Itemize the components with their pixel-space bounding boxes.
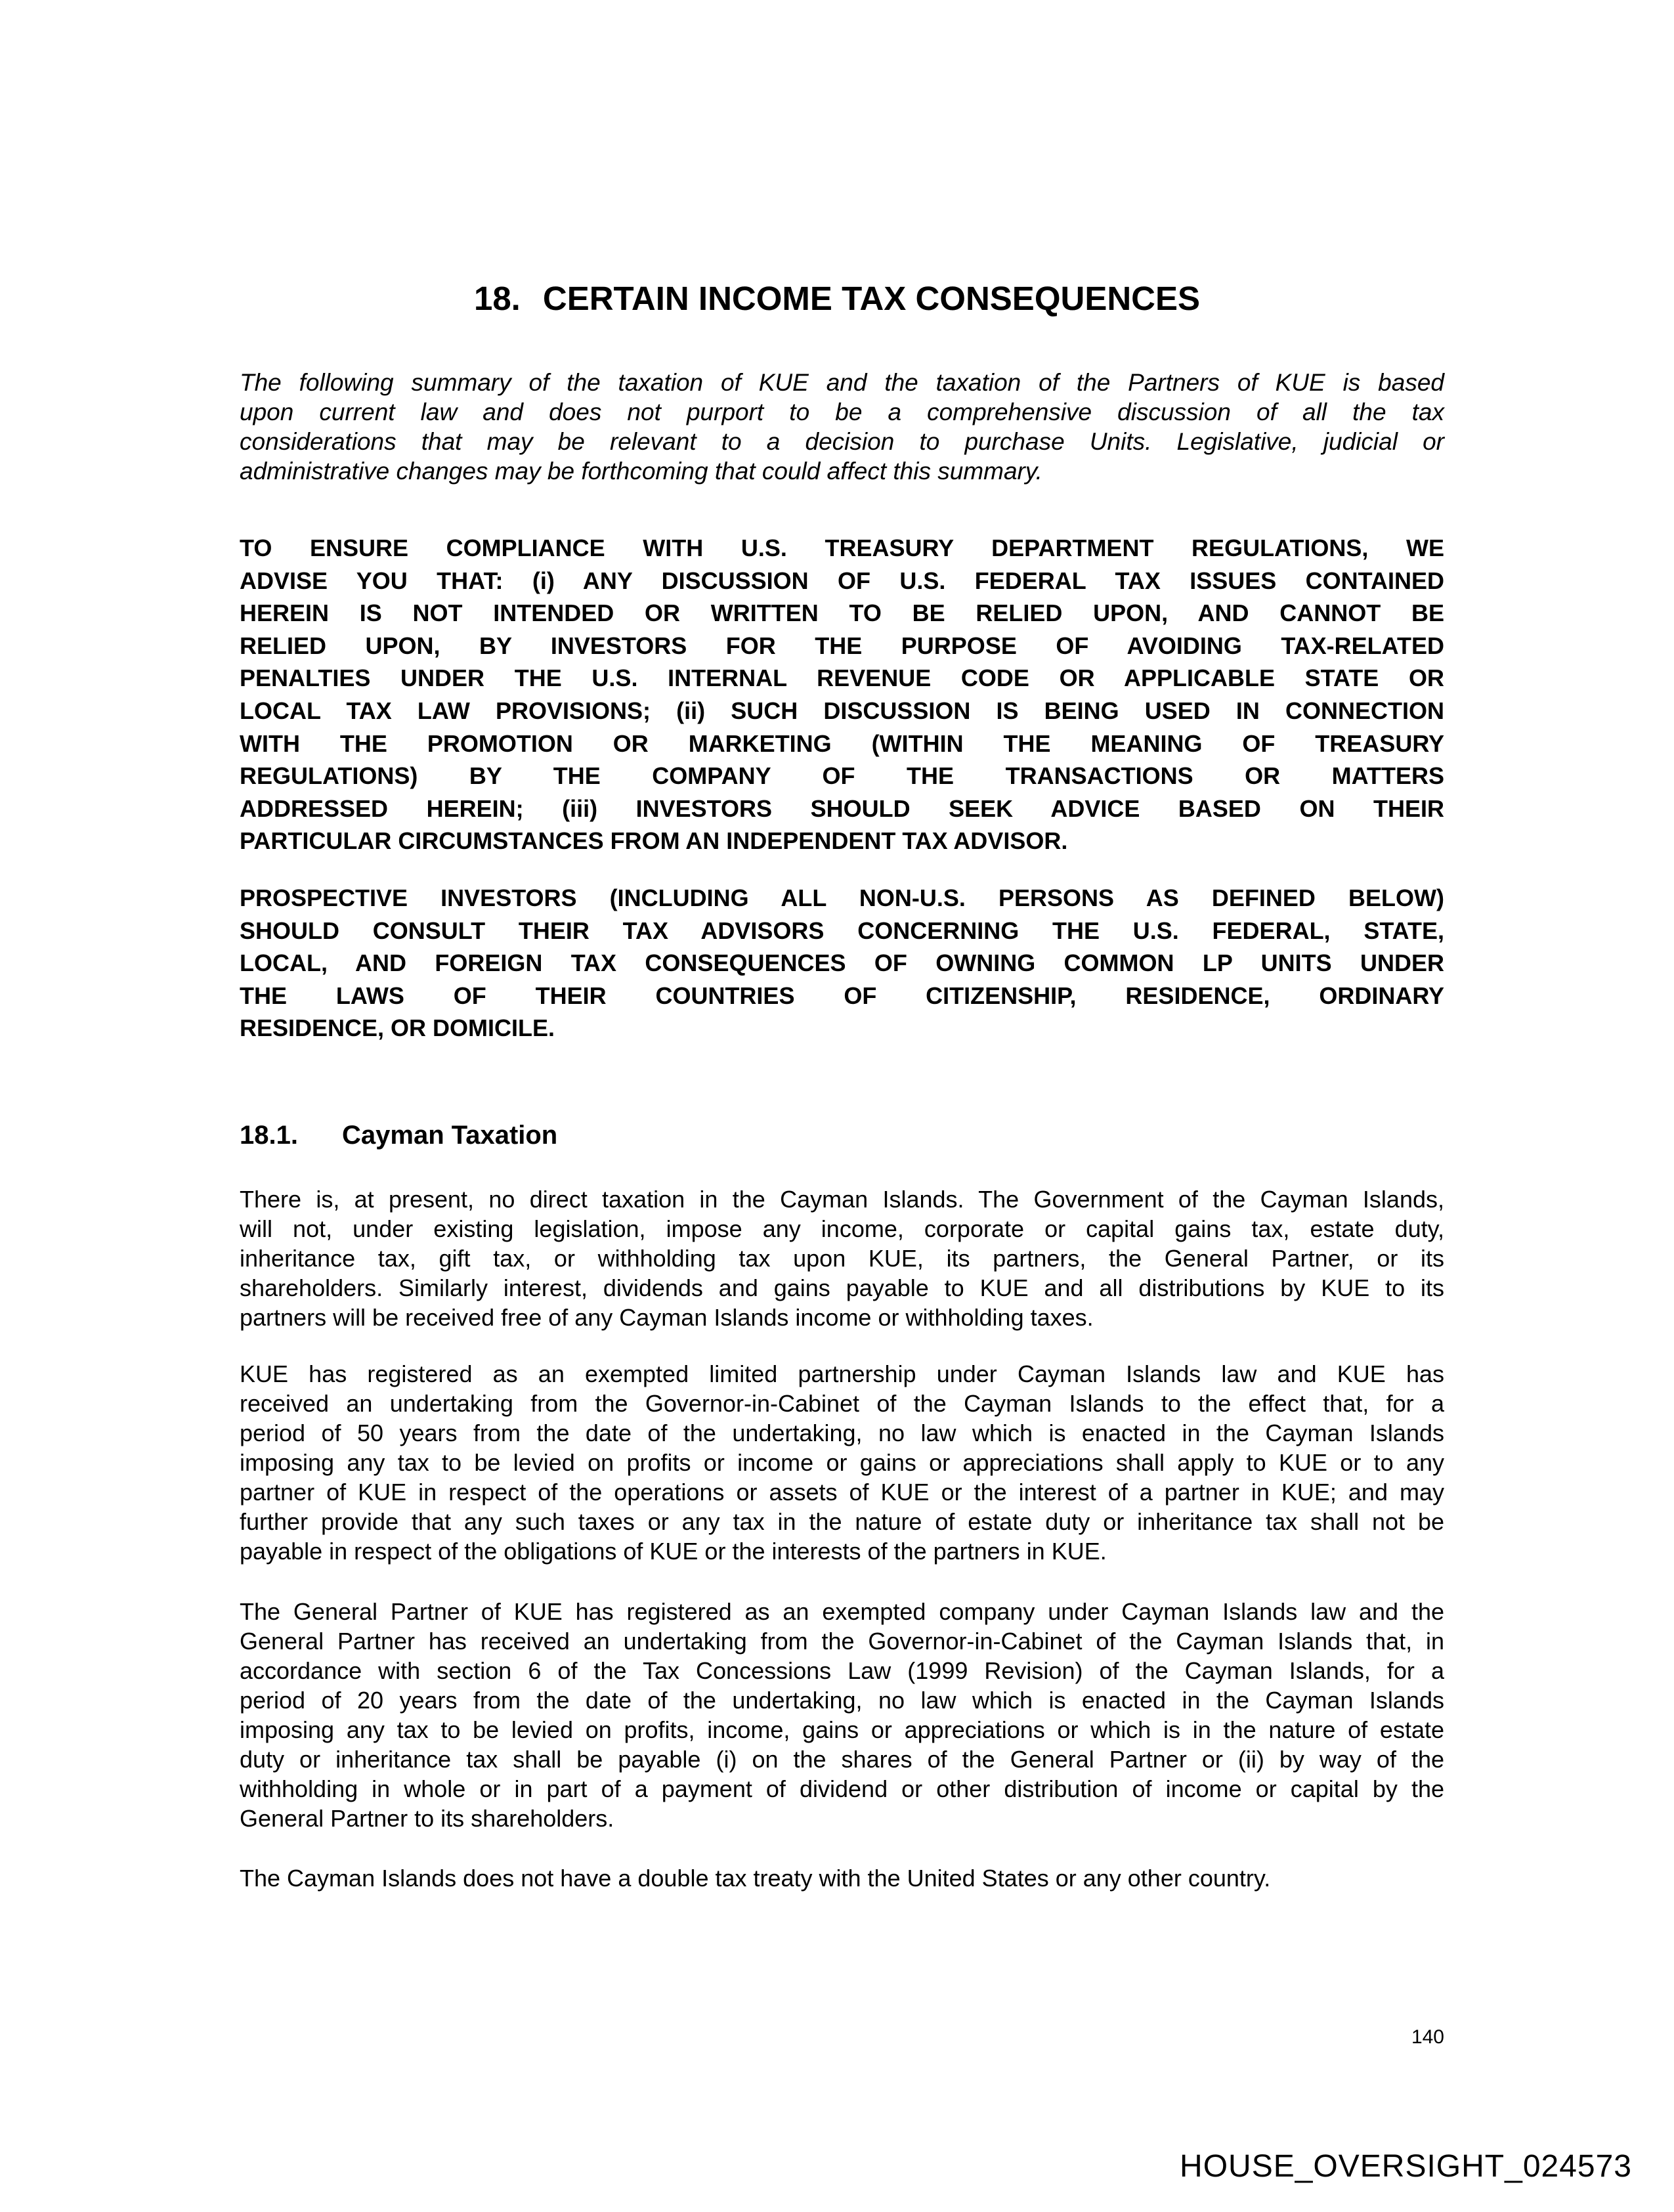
- text-line: shareholders. Similarly interest, dividends and gains payable to KUE and all distributions by KUE to its: [240, 1274, 1444, 1301]
- text-line: will not, under existing legislation, impose any income, corporate or capital gains tax, estate duty,: [240, 1215, 1444, 1242]
- text-line: partner of KUE in respect of the operations or assets of KUE or the interest of a partner in KUE; and may: [240, 1479, 1444, 1506]
- investor-notice: [240, 882, 1444, 1045]
- compliance-notice: [240, 532, 1444, 857]
- text-line: TO ENSURE COMPLIANCE WITH U.S. TREASURY DEPARTMENT REGULATIONS, WE: [240, 534, 1444, 561]
- text-line: PARTICULAR CIRCUMSTANCES FROM AN INDEPENDENT TAX ADVISOR.: [240, 827, 1068, 855]
- text-line: period of 20 years from the date of the undertaking, no law which is enacted in the Cayman Islands: [240, 1687, 1444, 1714]
- text-line: THE LAWS OF THEIR COUNTRIES OF CITIZENSHIP, RESIDENCE, ORDINARY: [240, 982, 1444, 1009]
- page-number: 140: [1411, 2026, 1444, 2048]
- text-line: further provide that any such taxes or any tax in the nature of estate duty or inheritance tax shall not be: [240, 1508, 1444, 1535]
- subsection-number: 18.1.: [240, 1121, 298, 1150]
- paragraph-general-partner-undertaking: [240, 1597, 1444, 1833]
- paragraph-no-treaty: [240, 1863, 1444, 1893]
- text-line: WITH THE PROMOTION OR MARKETING (WITHIN THE MEANING OF TREASURY: [240, 729, 1444, 757]
- paragraph-kue-undertaking: [240, 1359, 1444, 1566]
- text-line: PENALTIES UNDER THE U.S. INTERNAL REVENUE CODE OR APPLICABLE STATE OR: [240, 664, 1444, 692]
- text-line: The General Partner of KUE has registered as an exempted company under Cayman Islands law and the: [240, 1598, 1444, 1625]
- text-line: payable in respect of the obligations of KUE or the interests of the partners in KUE.: [240, 1538, 1107, 1565]
- text-line: PROSPECTIVE INVESTORS (INCLUDING ALL NON-U.S. PERSONS AS DEFINED BELOW): [240, 884, 1444, 911]
- text-line: LOCAL, AND FOREIGN TAX CONSEQUENCES OF OWNING COMMON LP UNITS UNDER: [240, 949, 1444, 977]
- text-line: LOCAL TAX LAW PROVISIONS; (ii) SUCH DISCUSSION IS BEING USED IN CONNECTION: [240, 697, 1444, 724]
- subsection-heading: [240, 1121, 557, 1150]
- text-line: SHOULD CONSULT THEIR TAX ADVISORS CONCERNING THE U.S. FEDERAL, STATE,: [240, 917, 1444, 944]
- text-line: accordance with section 6 of the Tax Concessions Law (1999 Revision) of the Cayman Islands, for a: [240, 1657, 1444, 1684]
- text-line: General Partner has received an undertaking from the Governor-in-Cabinet of the Cayman Islands that, in: [240, 1628, 1444, 1655]
- page-title: [0, 279, 1674, 318]
- text-line: General Partner to its shareholders.: [240, 1805, 614, 1832]
- paragraph-no-direct-taxation: [240, 1184, 1444, 1332]
- text-line: considerations that may be relevant to a decision to purchase Units. Legislative, judicial or: [240, 428, 1444, 455]
- text-line: inheritance tax, gift tax, or withholding tax upon KUE, its partners, the General Partner, or its: [240, 1245, 1444, 1272]
- text-line: period of 50 years from the date of the undertaking, no law which is enacted in the Cayman Islands: [240, 1420, 1444, 1446]
- text-line: received an undertaking from the Governor-in-Cabinet of the Cayman Islands to the effect that, for a: [240, 1390, 1444, 1417]
- text-line: KUE has registered as an exempted limited partnership under Cayman Islands law and KUE has: [240, 1360, 1444, 1387]
- text-line: administrative changes may be forthcoming that could affect this summary.: [240, 458, 1042, 485]
- text-line: HEREIN IS NOT INTENDED OR WRITTEN TO BE RELIED UPON, AND CANNOT BE: [240, 599, 1444, 627]
- intro-paragraph: [240, 368, 1444, 486]
- text-line: RELIED UPON, BY INVESTORS FOR THE PURPOSE OF AVOIDING TAX-RELATED: [240, 632, 1444, 659]
- bates-stamp: HOUSE_OVERSIGHT_024573: [1180, 2149, 1632, 2184]
- text-line: ADVISE YOU THAT: (i) ANY DISCUSSION OF U.S. FEDERAL TAX ISSUES CONTAINED: [240, 567, 1444, 594]
- text-line: REGULATIONS) BY THE COMPANY OF THE TRANSACTIONS OR MATTERS: [240, 762, 1444, 790]
- text-line: withholding in whole or in part of a payment of dividend or other distribution of income or capital by the: [240, 1775, 1444, 1802]
- section-number: 18.: [473, 280, 521, 317]
- text-line: The following summary of the taxation of KUE and the taxation of the Partners of KUE is based: [240, 369, 1444, 396]
- text-line: There is, at present, no direct taxation in the Cayman Islands. The Government of the Cayman Islands,: [240, 1186, 1444, 1213]
- text-line: imposing any tax to be levied on profits, income, gains or appreciations or which is in the nature of estate: [240, 1716, 1444, 1743]
- text-line: partners will be received free of any Cayman Islands income or withholding taxes.: [240, 1304, 1094, 1331]
- text-line: imposing any tax to be levied on profits or income or gains or appreciations shall apply to KUE or to any: [240, 1449, 1444, 1476]
- text-line: duty or inheritance tax shall be payable (i) on the shares of the General Partner or (ii) by way of the: [240, 1746, 1444, 1773]
- text-line: upon current law and does not purport to be a comprehensive discussion of all the tax: [240, 399, 1444, 425]
- text-line: The Cayman Islands does not have a double tax treaty with the United States or any other country.: [240, 1865, 1271, 1892]
- subsection-title: Cayman Taxation: [342, 1121, 558, 1150]
- text-line: RESIDENCE, OR DOMICILE.: [240, 1014, 555, 1042]
- section-title: CERTAIN INCOME TAX CONSEQUENCES: [542, 280, 1201, 317]
- text-line: ADDRESSED HEREIN; (iii) INVESTORS SHOULD SEEK ADVICE BASED ON THEIR: [240, 794, 1444, 822]
